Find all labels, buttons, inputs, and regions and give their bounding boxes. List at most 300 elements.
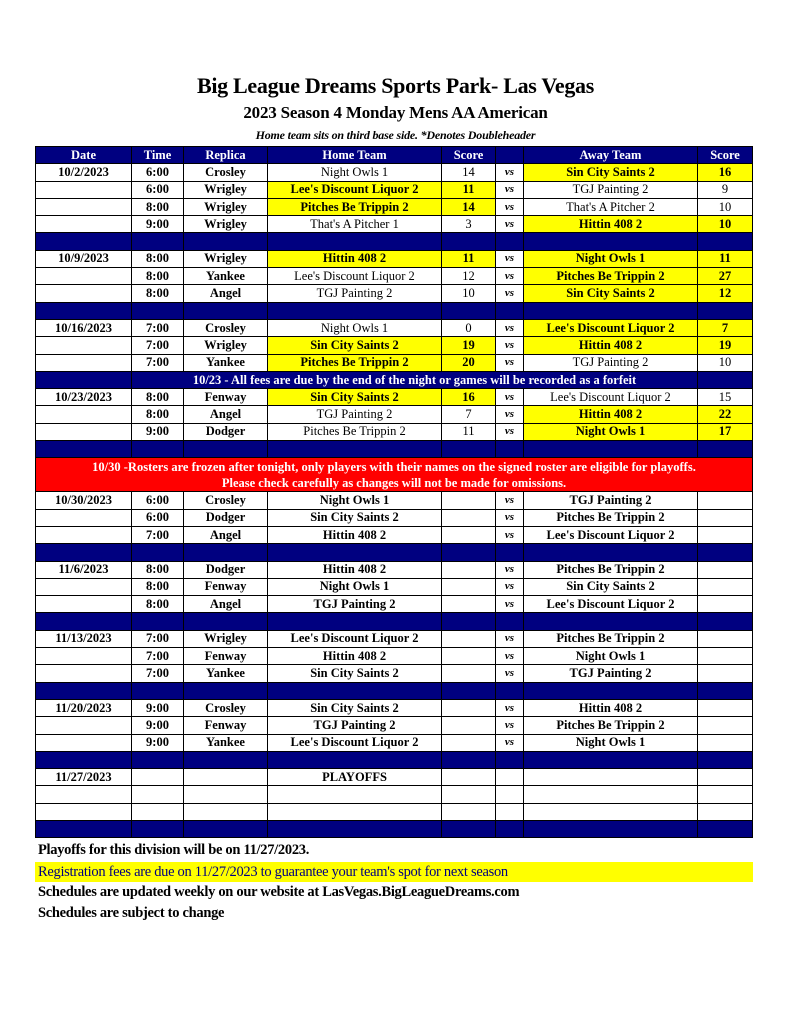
- divider-row: [36, 682, 753, 699]
- game-row: [36, 181, 753, 198]
- game-date: [36, 578, 132, 595]
- home-score: [442, 699, 496, 716]
- game-time: 9:00: [132, 717, 184, 734]
- vs-label: vs: [496, 561, 524, 578]
- vs-label: vs: [496, 526, 524, 543]
- divider-cell: [184, 682, 268, 699]
- away-team: Lee's Discount Liquor 2: [524, 526, 698, 543]
- game-row: [36, 216, 753, 233]
- game-field: Dodger: [184, 561, 268, 578]
- divider-cell: [442, 682, 496, 699]
- game-date: [36, 406, 132, 423]
- vs-label: vs: [496, 734, 524, 751]
- game-time: 7:00: [132, 526, 184, 543]
- divider-cell: [132, 751, 184, 768]
- away-team: Hittin 408 2: [524, 406, 698, 423]
- away-score: [698, 786, 753, 803]
- away-score: 15: [698, 389, 753, 406]
- divider-cell: [496, 302, 524, 319]
- home-score: [442, 734, 496, 751]
- home-team: TGJ Painting 2: [268, 596, 442, 613]
- fee-notice-row: [36, 371, 753, 388]
- home-team: Night Owls 1: [268, 164, 442, 181]
- game-row: [36, 699, 753, 716]
- game-date: [36, 423, 132, 440]
- game-row: [36, 665, 753, 682]
- away-score: 22: [698, 406, 753, 423]
- game-row: [36, 630, 753, 647]
- vs-label: [496, 786, 524, 803]
- divider-cell: [268, 302, 442, 319]
- game-field: Dodger: [184, 423, 268, 440]
- away-score: 10: [698, 354, 753, 371]
- vs-label: vs: [496, 492, 524, 509]
- home-team: Pitches Be Trippin 2: [268, 198, 442, 215]
- game-time: 6:00: [132, 164, 184, 181]
- divider-cell: [36, 441, 132, 458]
- home-team: Lee's Discount Liquor 2: [268, 734, 442, 751]
- game-date: [36, 786, 132, 803]
- game-field: Crosley: [184, 164, 268, 181]
- away-team: [524, 769, 698, 786]
- home-score: [442, 578, 496, 595]
- game-field: Yankee: [184, 665, 268, 682]
- game-field: Angel: [184, 406, 268, 423]
- game-date: 11/6/2023: [36, 561, 132, 578]
- divider-cell: [442, 233, 496, 250]
- game-time: 7:00: [132, 665, 184, 682]
- away-team: Night Owls 1: [524, 734, 698, 751]
- game-row: [36, 389, 753, 406]
- home-score: [442, 561, 496, 578]
- game-field: Angel: [184, 596, 268, 613]
- away-team: Pitches Be Trippin 2: [524, 717, 698, 734]
- home-score: [442, 769, 496, 786]
- game-row: [36, 337, 753, 354]
- home-team: Hittin 408 2: [268, 250, 442, 267]
- away-score: [698, 596, 753, 613]
- divider-cell: [496, 441, 524, 458]
- blank-row: [36, 803, 753, 820]
- playoffs-row: [36, 769, 753, 786]
- away-team: Sin City Saints 2: [524, 164, 698, 181]
- away-score: [698, 526, 753, 543]
- divider-row: [36, 233, 753, 250]
- game-row: [36, 596, 753, 613]
- home-score: [442, 596, 496, 613]
- away-team: That's A Pitcher 2: [524, 198, 698, 215]
- game-date: [36, 596, 132, 613]
- home-score: 11: [442, 423, 496, 440]
- away-team: Night Owls 1: [524, 423, 698, 440]
- game-field: Wrigley: [184, 630, 268, 647]
- divider-cell: [698, 613, 753, 630]
- divider-cell: [698, 233, 753, 250]
- home-team: That's A Pitcher 1: [268, 216, 442, 233]
- col-header-home-score: Score: [442, 147, 496, 164]
- vs-label: vs: [496, 354, 524, 371]
- game-time: 7:00: [132, 630, 184, 647]
- divider-cell: [268, 613, 442, 630]
- footer-playoffs-note: Playoffs for this division will be on 11/27/2023.: [38, 842, 310, 858]
- roster-alert-line2: Please check carefully as changes will not be made for omissions.: [221, 475, 567, 490]
- game-date: [36, 526, 132, 543]
- away-score: 27: [698, 268, 753, 285]
- game-time: 9:00: [132, 423, 184, 440]
- divider-cell: [698, 544, 753, 561]
- home-team: Hittin 408 2: [268, 561, 442, 578]
- away-team: TGJ Painting 2: [524, 492, 698, 509]
- vs-label: vs: [496, 406, 524, 423]
- game-field: Fenway: [184, 717, 268, 734]
- divider-cell: [524, 613, 698, 630]
- divider-cell: [698, 682, 753, 699]
- away-score: [698, 665, 753, 682]
- away-score: 10: [698, 216, 753, 233]
- divider-cell: [184, 302, 268, 319]
- home-score: [442, 630, 496, 647]
- home-score: 11: [442, 250, 496, 267]
- divider-cell: [184, 613, 268, 630]
- away-team: [524, 786, 698, 803]
- divider-cell: [524, 820, 698, 837]
- home-score: [442, 526, 496, 543]
- away-score: [698, 803, 753, 820]
- game-date: 10/9/2023: [36, 250, 132, 267]
- divider-cell: [524, 441, 698, 458]
- playoffs-label: PLAYOFFS: [268, 769, 442, 786]
- game-date: [36, 717, 132, 734]
- vs-label: [496, 803, 524, 820]
- divider-cell: [184, 544, 268, 561]
- game-field: Wrigley: [184, 250, 268, 267]
- away-score: 11: [698, 250, 753, 267]
- game-field: Dodger: [184, 509, 268, 526]
- home-team: Night Owls 1: [268, 492, 442, 509]
- home-team: Sin City Saints 2: [268, 389, 442, 406]
- game-time: 8:00: [132, 198, 184, 215]
- col-header-replica: Replica: [184, 147, 268, 164]
- divider-cell: [268, 820, 442, 837]
- footer-website-note: Schedules are updated weekly on our website at LasVegas.BigLeagueDreams.com: [38, 884, 520, 900]
- home-score: 7: [442, 406, 496, 423]
- home-score: [442, 786, 496, 803]
- game-row: [36, 509, 753, 526]
- away-score: 9: [698, 181, 753, 198]
- game-date: [36, 337, 132, 354]
- divider-cell: [442, 613, 496, 630]
- away-score: [698, 492, 753, 509]
- col-header-date: Date: [36, 147, 132, 164]
- footer-change-note: Schedules are subject to change: [38, 905, 225, 921]
- divider-cell: [132, 613, 184, 630]
- game-time: 8:00: [132, 578, 184, 595]
- divider-cell: [442, 302, 496, 319]
- game-date: [36, 509, 132, 526]
- game-row: [36, 734, 753, 751]
- divider-cell: [442, 544, 496, 561]
- game-date: [36, 181, 132, 198]
- away-score: 17: [698, 423, 753, 440]
- divider-row: [36, 751, 753, 768]
- game-field: Wrigley: [184, 337, 268, 354]
- away-team: TGJ Painting 2: [524, 665, 698, 682]
- game-field: Yankee: [184, 268, 268, 285]
- game-time: 6:00: [132, 509, 184, 526]
- home-score: [442, 717, 496, 734]
- divider-cell: [698, 302, 753, 319]
- home-score: 16: [442, 389, 496, 406]
- vs-label: vs: [496, 285, 524, 302]
- divider-cell: [184, 820, 268, 837]
- divider-cell: [268, 233, 442, 250]
- divider-cell: [496, 820, 524, 837]
- divider-cell: [132, 302, 184, 319]
- game-row: [36, 423, 753, 440]
- game-time: 7:00: [132, 319, 184, 336]
- roster-alert-line1: 10/30 -Rosters are frozen after tonight, only players with their names on the signed roster are eligible for playoffs.: [92, 459, 696, 474]
- game-row: [36, 526, 753, 543]
- divider-cell: [36, 302, 132, 319]
- game-time: [132, 786, 184, 803]
- fee-notice: 10/23 - All fees are due by the end of the night or games will be recorded as a forfeit: [132, 371, 698, 388]
- game-time: 9:00: [132, 734, 184, 751]
- divider-cell: [442, 751, 496, 768]
- game-time: 8:00: [132, 406, 184, 423]
- away-team: Lee's Discount Liquor 2: [524, 319, 698, 336]
- game-time: 8:00: [132, 285, 184, 302]
- game-field: Angel: [184, 285, 268, 302]
- divider-cell: [132, 441, 184, 458]
- home-score: 0: [442, 319, 496, 336]
- col-header-away-team: Away Team: [524, 147, 698, 164]
- away-team: Pitches Be Trippin 2: [524, 268, 698, 285]
- divider-cell: [36, 820, 132, 837]
- vs-label: vs: [496, 717, 524, 734]
- game-row: [36, 285, 753, 302]
- home-score: 14: [442, 198, 496, 215]
- vs-label: vs: [496, 665, 524, 682]
- away-team: Lee's Discount Liquor 2: [524, 596, 698, 613]
- game-field: [184, 769, 268, 786]
- away-score: [698, 630, 753, 647]
- game-date: [36, 285, 132, 302]
- game-date: [36, 268, 132, 285]
- game-row: [36, 354, 753, 371]
- game-row: [36, 492, 753, 509]
- home-team: Lee's Discount Liquor 2: [268, 268, 442, 285]
- game-field: Fenway: [184, 578, 268, 595]
- home-score: [442, 665, 496, 682]
- divider-cell: [132, 682, 184, 699]
- away-team: TGJ Painting 2: [524, 181, 698, 198]
- notice-blank-cell: [36, 371, 132, 388]
- home-score: 19: [442, 337, 496, 354]
- game-field: Crosley: [184, 492, 268, 509]
- game-date: 10/23/2023: [36, 389, 132, 406]
- home-team: Sin City Saints 2: [268, 665, 442, 682]
- game-date: 10/30/2023: [36, 492, 132, 509]
- away-score: 19: [698, 337, 753, 354]
- game-field: Fenway: [184, 389, 268, 406]
- home-team: Sin City Saints 2: [268, 509, 442, 526]
- away-score: [698, 769, 753, 786]
- home-score: 3: [442, 216, 496, 233]
- vs-label: vs: [496, 509, 524, 526]
- home-score: [442, 509, 496, 526]
- vs-label: vs: [496, 198, 524, 215]
- game-field: Wrigley: [184, 198, 268, 215]
- divider-cell: [132, 544, 184, 561]
- home-score: [442, 803, 496, 820]
- game-field: Yankee: [184, 354, 268, 371]
- game-time: 7:00: [132, 337, 184, 354]
- divider-cell: [268, 682, 442, 699]
- divider-cell: [184, 441, 268, 458]
- col-header-time: Time: [132, 147, 184, 164]
- game-row: [36, 648, 753, 665]
- game-row: [36, 561, 753, 578]
- game-date: [36, 354, 132, 371]
- game-row: [36, 268, 753, 285]
- away-team: Sin City Saints 2: [524, 578, 698, 595]
- roster-alert: [36, 458, 753, 492]
- divider-cell: [524, 682, 698, 699]
- divider-row: [36, 820, 753, 837]
- game-date: [36, 216, 132, 233]
- divider-cell: [442, 441, 496, 458]
- home-score: 14: [442, 164, 496, 181]
- away-team: Night Owls 1: [524, 250, 698, 267]
- divider-cell: [524, 544, 698, 561]
- game-time: 8:00: [132, 596, 184, 613]
- game-date: [36, 198, 132, 215]
- game-field: Crosley: [184, 699, 268, 716]
- home-team: [268, 786, 442, 803]
- game-time: 6:00: [132, 181, 184, 198]
- divider-cell: [524, 233, 698, 250]
- game-row: [36, 250, 753, 267]
- home-team: Sin City Saints 2: [268, 699, 442, 716]
- away-team: Pitches Be Trippin 2: [524, 509, 698, 526]
- away-team: Pitches Be Trippin 2: [524, 630, 698, 647]
- away-team: [524, 803, 698, 820]
- vs-label: vs: [496, 319, 524, 336]
- divider-cell: [132, 820, 184, 837]
- vs-label: vs: [496, 181, 524, 198]
- game-time: 7:00: [132, 354, 184, 371]
- home-team: Night Owls 1: [268, 578, 442, 595]
- roster-alert-row: [36, 458, 753, 492]
- game-date: 10/2/2023: [36, 164, 132, 181]
- away-score: [698, 734, 753, 751]
- game-field: Yankee: [184, 734, 268, 751]
- away-score: [698, 561, 753, 578]
- vs-label: vs: [496, 216, 524, 233]
- game-date: 10/16/2023: [36, 319, 132, 336]
- vs-label: vs: [496, 699, 524, 716]
- game-date: 11/20/2023: [36, 699, 132, 716]
- divider-cell: [268, 544, 442, 561]
- vs-label: vs: [496, 578, 524, 595]
- game-time: 6:00: [132, 492, 184, 509]
- home-team: [268, 803, 442, 820]
- home-team: TGJ Painting 2: [268, 406, 442, 423]
- divider-cell: [268, 751, 442, 768]
- col-header-vs: [496, 147, 524, 164]
- away-team: Hittin 408 2: [524, 699, 698, 716]
- vs-label: vs: [496, 389, 524, 406]
- vs-label: vs: [496, 250, 524, 267]
- game-field: [184, 803, 268, 820]
- vs-label: vs: [496, 423, 524, 440]
- home-team: Pitches Be Trippin 2: [268, 354, 442, 371]
- away-score: [698, 699, 753, 716]
- divider-cell: [496, 233, 524, 250]
- away-score: 7: [698, 319, 753, 336]
- divider-cell: [184, 751, 268, 768]
- divider-cell: [36, 233, 132, 250]
- game-time: [132, 769, 184, 786]
- schedule-table: [35, 146, 753, 838]
- divider-cell: [36, 544, 132, 561]
- game-row: [36, 319, 753, 336]
- game-time: 8:00: [132, 268, 184, 285]
- vs-label: vs: [496, 164, 524, 181]
- divider-cell: [496, 751, 524, 768]
- away-score: [698, 717, 753, 734]
- game-row: [36, 406, 753, 423]
- game-field: Angel: [184, 526, 268, 543]
- divider-cell: [698, 441, 753, 458]
- divider-cell: [132, 233, 184, 250]
- game-field: Wrigley: [184, 181, 268, 198]
- away-team: TGJ Painting 2: [524, 354, 698, 371]
- home-score: 20: [442, 354, 496, 371]
- game-field: [184, 786, 268, 803]
- divider-cell: [524, 751, 698, 768]
- home-score: [442, 492, 496, 509]
- game-row: [36, 164, 753, 181]
- notice-blank-cell: [698, 371, 753, 388]
- away-team: Sin City Saints 2: [524, 285, 698, 302]
- game-time: 8:00: [132, 389, 184, 406]
- schedule-body: [36, 164, 753, 838]
- divider-cell: [698, 820, 753, 837]
- game-time: [132, 803, 184, 820]
- header-note: Home team sits on third base side. *Denotes Doubleheader: [255, 128, 536, 142]
- away-score: [698, 648, 753, 665]
- game-row: [36, 198, 753, 215]
- home-team: Hittin 408 2: [268, 648, 442, 665]
- home-team: Lee's Discount Liquor 2: [268, 181, 442, 198]
- home-score: 10: [442, 285, 496, 302]
- home-score: 11: [442, 181, 496, 198]
- away-score: 12: [698, 285, 753, 302]
- col-header-away-score: Score: [698, 147, 753, 164]
- vs-label: vs: [496, 648, 524, 665]
- game-field: Wrigley: [184, 216, 268, 233]
- vs-label: vs: [496, 268, 524, 285]
- game-time: 8:00: [132, 561, 184, 578]
- home-team: Night Owls 1: [268, 319, 442, 336]
- away-team: Night Owls 1: [524, 648, 698, 665]
- vs-label: vs: [496, 630, 524, 647]
- home-team: Hittin 408 2: [268, 526, 442, 543]
- game-field: Crosley: [184, 319, 268, 336]
- divider-cell: [496, 613, 524, 630]
- game-row: [36, 578, 753, 595]
